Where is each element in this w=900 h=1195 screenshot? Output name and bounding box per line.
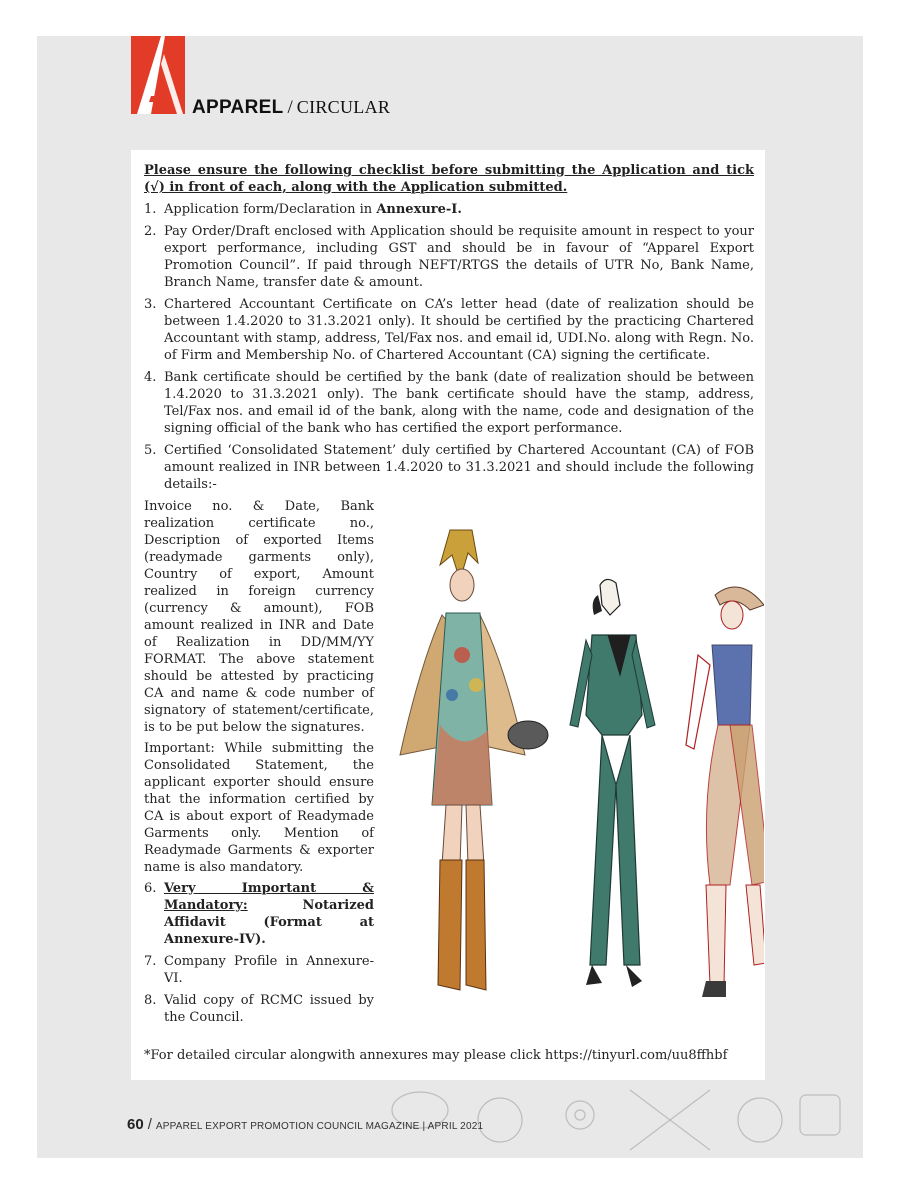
checklist-intro: Please ensure the following checklist before submitting the Application and tick (√) in front of each, along with the Application submitted.: [144, 163, 754, 195]
item-number: 4.: [144, 370, 157, 385]
checklist-item-2: [144, 223, 754, 291]
header-section: CIRCULAR: [296, 97, 391, 117]
footnote: *For detailed circular alongwith annexures may please click https://tinyurl.com/uu8ffhbf: [144, 1048, 728, 1063]
item-text: Application form/Declaration in: [164, 202, 377, 217]
item-text: Chartered Accountant Certificate on CA’s letter head (date of realization should be between 1.4.2020 to 31.3.2021 only). It should be certified by the practicing Chartered Accountant with stamp, address, Tel/Fax nos. and email id, UDI.No. along with Regn. No. of Firm and Membership No. of Chartered Accountant (CA) signing the certificate.: [164, 297, 754, 363]
page-footer: [127, 1114, 483, 1133]
checklist-item-7: [144, 953, 374, 987]
page-number: 60: [127, 1116, 144, 1133]
apparel-logo: [131, 36, 185, 114]
header-brand: APPAREL: [192, 97, 284, 118]
checklist-item-3: [144, 296, 754, 364]
item-number: 6.: [144, 881, 157, 896]
magazine-title: APPAREL EXPORT PROMOTION COUNCIL MAGAZINE | APRIL 2021: [155, 1121, 484, 1132]
item-number: 2.: [144, 224, 157, 239]
details-paragraph: Invoice no. & Date, Bank realization certificate no., Description of exported Items (readymade garments only), Country of export, Amount realized in foreign currency (currency & amount), FOB amount realized in INR and Date of Realization in DD/MM/YY FORMAT. The above statement should be attested by practicing CA and name & code number of signatory of statement/certificate, is to be put below the signatures.: [144, 499, 374, 735]
checklist-items: [144, 201, 754, 493]
checklist-item-5: [144, 442, 754, 493]
item-number: 7.: [144, 954, 157, 969]
fashion-figure-1: [400, 530, 548, 990]
item-number: 5.: [144, 443, 157, 458]
item-number: 8.: [144, 993, 157, 1008]
details-column: [144, 498, 374, 1026]
item-mandatory-label: Very Important & Mandatory:: [164, 881, 374, 913]
header-title: [192, 97, 390, 119]
item-text: Certified ‘Consolidated Statement’ duly certified by Chartered Accountant (CA) of FOB amount realized in INR between 1.4.2020 to 31.3.2021 and should include the following details:-: [164, 443, 754, 492]
item-number: 1.: [144, 202, 157, 217]
fashion-figure-3: [686, 587, 764, 997]
item-text: Valid copy of RCMC issued by the Council.: [164, 993, 374, 1025]
fashion-illustration: [380, 525, 764, 1015]
checklist-items-continued: [144, 880, 374, 1026]
checklist-item-8: [144, 992, 374, 1026]
important-paragraph: Important: While submitting the Consolidated Statement, the applicant exporter should ensure that the information certified by CA is about export of Readymade Garments only. Mention of Readymade Garments & exporter name is also mandatory.: [144, 741, 374, 875]
item-text: Bank certificate should be certified by the bank (date of realization should be between 1.4.2020 to 31.3.2021 only). The bank certificate should have the stamp, address, Tel/Fax nos. and email id of the bank, along with the name, code and designation of the signing official of the bank who has certified the export performance.: [164, 370, 754, 436]
fashion-figure-2: [570, 579, 655, 987]
item-text: Notarized Affidavit (Format at Annexure-IV).: [164, 898, 374, 947]
item-annexure: Annexure-I.: [376, 202, 462, 217]
checklist-item-6: [144, 880, 374, 948]
checklist-item-1: [144, 201, 754, 218]
item-text: Company Profile in Annexure-VI.: [164, 954, 374, 986]
item-text: Pay Order/Draft enclosed with Application should be requisite amount in respect to your export performance, including GST and should be in favour of “Apparel Export Promotion Council”. If paid through NEFT/RTGS the details of UTR No, Bank Name, Branch Name, transfer date & amount.: [164, 224, 754, 290]
footer-separator: /: [147, 1116, 152, 1133]
header-separator: /: [287, 97, 293, 118]
item-number: 3.: [144, 297, 157, 312]
checklist-item-4: [144, 369, 754, 437]
